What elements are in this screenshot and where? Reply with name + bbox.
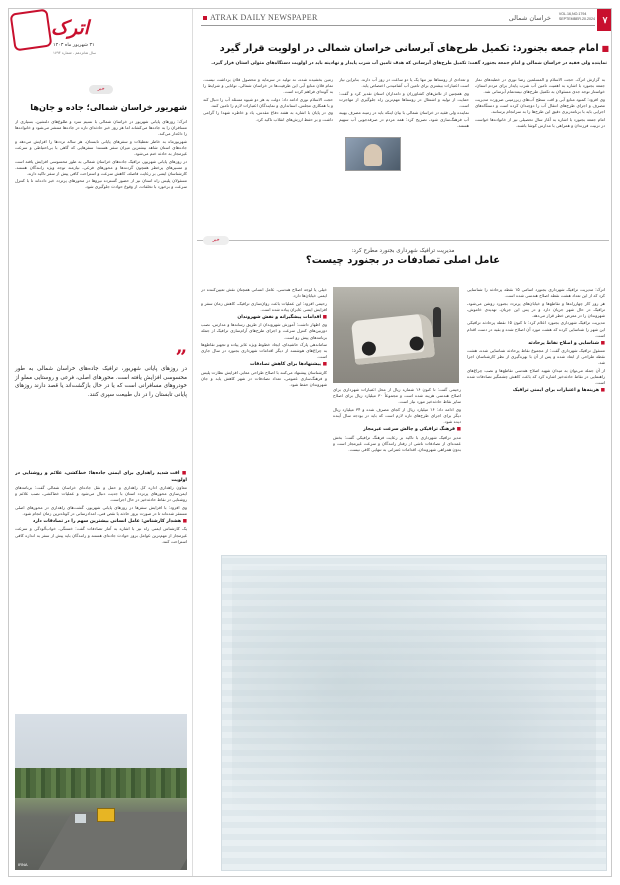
main-column-left: زمین بخشیده شده، نه تولید در سرمایه و محصول فلان برداشت نیست. تمام فلان منابع آبی این ظرفیت‌ها در خراسان شمالی، توانایی و شرایط را به گونه‌ای فراهم کرده است. حجت الاسلام نوری ادامه داد: دولت به هر دو شیوه مسئله آب را دنبال کند و با همکاری مجلس، استانداری و نمایندگان اعتبارات لازم را تامین کنند. وی در پایان با اشاره به هفته دفاع مقدس، یاد و خاطره شهدا را گرامی داشت و بر حفظ ارزش‌های انقلاب تاکید کرد. — [203, 77, 333, 122]
page-number: ۷ — [597, 9, 612, 31]
main-column-right: به گزارش اترک، حجت الاسلام و المسلمین رضا نوری در خطبه‌های نماز جمعه بجنورد با اشاره به اهمیت تامین آب شرب پایدار برای مردم استان، خواستار توجه جدی مسئولان به تکمیل طرح‌های نیمه‌تمام آبرسانی شد. وی افزود: کمبود منابع آبی و افت سطح آب‌های زیرزمینی ضرورت مدیریت مصرف و اجرای طرح‌های انتقال آب را دوچندان کرده است و دستگاه‌های اجرایی باید با برنامه‌ریزی دقیق این طرح‌ها را به سرانجام برسانند. امام جمعه بجنورد با اشاره به آغاز سال تحصیلی نیز از خانواده‌ها خواست در تربیت فرزندان و همراهی با مدارس کوشا باشند. — [475, 77, 605, 128]
road-traffic-photo — [15, 714, 187, 870]
pull-quote — [15, 345, 187, 461]
subheading: ■ فرهنگ ترافیکی و چالش سرعت غیرمجاز — [363, 427, 461, 433]
paragraph: یک کارشناس ایمنی راه نیز با اشاره به آمار تصادفات گفت: خستگی، خواب‌آلودگی و سرعت غیرمجاز از مهم‌ترین عوامل بروز حوادث جاده‌ای هستند و رانندگان باید پیش از سفر به اندازه کافی استراحت کنند. — [15, 526, 187, 544]
left-headline: شهریور خراسان شمالی؛ جاده و جان‌ها — [30, 102, 187, 112]
paragraph: در روزهای پایانی شهریور، ترافیک جاده‌های خراسان شمالی به طور محسوسی افزایش یافته است و مسیرهای پرخطر همچون گردنه‌ها و محورهای فرعی، نیازمند توجه ویژه رانندگان هستند. کارشناسان ایمنی بر رعایت فاصله، کاهش سرعت و استراحت کافی پیش از سفر تاکید دارند. — [15, 158, 187, 176]
person-shape — [433, 307, 441, 337]
traffic-subtitle: مدیریت ترافیک شهرداری بجنورد مطرح کرد: — [351, 248, 455, 254]
square-bullet-icon: ■ — [181, 518, 187, 524]
issue-date: ۳۱ شهریور ماه ۱۴۰۳ — [53, 43, 95, 48]
issue-subline: سال شانزدهم - شماره ۱۷۹۴ — [53, 51, 97, 55]
traffic-headline — [197, 248, 609, 266]
square-bullet-icon: ■ — [321, 362, 327, 368]
paragraph: اترک: روزهای پایانی شهریور در خراسان شمالی با نسیم سرد و طلوع‌های دلنشین، بسیاری از مسافران را به جاده‌ها می‌کشاند اما هر روز خبر حادثه‌ای تازه در جاده‌ها منتشر می‌شود و خانواده‌ها را داغدار می‌کند. — [15, 119, 187, 137]
section-rule — [197, 240, 609, 241]
news-tag: خبر — [89, 85, 113, 94]
square-bullet-icon: ■ — [455, 427, 461, 433]
square-bullet-icon: ■ — [179, 471, 187, 476]
traffic-column-left: خیلی یا لوجه اصلاح هندسی، عامل انسانی همچنان نقش تعیین‌کننده در ایمنی خیابان‌ها دارد. رحیمی افزود: این عملیات باعث روان‌سازی ترافیک، کاهش زمان سفر و افزایش ایمنی عابران پیاده شده است. ■ اقدامات پیشگیرانه و نقش شهروندان وی اظهار داشت: آموزش شهروندان از طریق رسانه‌ها و مدارس، نصب دوربین‌های کنترل سرعت و اجرای طرح‌های آرام‌سازی ترافیک از جمله برنامه‌های پیش رو است. ساماندهی پارک حاشیه‌ای، ایجاد خطوط ویژه عابر پیاده و تجهیز تقاطع‌ها به چراغ‌های هوشمند از دیگر اقدامات شهرداری بجنورد در سال جاری است. ■ پیشنهادها برای کاهش تصادفات کارشناسان پیشنهاد می‌کنند با اصلاح طراحی معابر، افزایش نظارت پلیس و فرهنگ‌سازی عمومی، تعداد تصادفات در شهر کاهش یابد و جان شهروندان حفظ شود. — [201, 287, 327, 388]
imam-photo — [345, 137, 401, 171]
square-bullet-icon: ■ — [599, 340, 605, 346]
paragraph: شهریورماه به خاطر تعطیلات و سفرهای پایانی تابستان، هر ساله ترددها را افزایش می‌دهد و جاده‌های استان شاهد بیشترین میزان سفر هستند؛ سفرهایی که گاهی با بی‌احتیاطی و سرعت غیرمجاز به حادثه ختم می‌شود. — [15, 138, 187, 156]
car-shape — [75, 814, 86, 823]
daily-name: ATRAK DAILY NEWSPAPER — [203, 13, 318, 22]
newspaper-page — [8, 8, 612, 877]
paragraph: مسئولان پلیس راه استان نیز از حضور گسترده نیروها در محورهای پرتردد خبر داده‌اند تا با کنترل سرعت و برخورد با تخلفات، از وقوع حوادث جلوگیری شود. — [15, 178, 187, 190]
truck-shape — [97, 808, 115, 822]
volume-info: VOL.16,NO.1794 SEPTEMBER.20.2024 — [558, 12, 595, 21]
main-column-middle: و تعدادی از روستاها نیز تنها یک یا دو ساعت در روز آب دارند. بنابراین نیاز است اعتبارات بیشتری برای تامین آب آشامیدنی اختصاص یابد. وی همچنین از تلاش‌های کشاورزان و دامداران استان تقدیر کرد و گفت: حمایت از تولید و اشتغال در روستاها مهم‌ترین راه جلوگیری از مهاجرت است. نماینده ولی فقیه در خراسان شمالی با بیان اینکه باید در زمینه مصرف بهینه آب فرهنگ‌سازی شود، تصریح کرد: همه مردم در صرفه‌جویی آب سهیم هستند. — [339, 77, 469, 128]
main-lead: نماینده ولی فقیه در خراسان شمالی و امام جمعه بجنورد گفت: تکمیل طرح‌های آبرسانی که هدف تامین آب شرب پایدار و نهادینه باید در اولویت دستگاه‌های متولی استان قرار گیرد. — [211, 61, 607, 66]
logo: اترک — [51, 17, 90, 39]
square-bullet-icon: ■ — [598, 44, 609, 53]
news-tag: خبر — [203, 236, 229, 245]
pull-quote-text: در روزهای پایانی شهریور، ترافیک جاده‌های خراسان شمالی به طور محسوسی افزایش یافته است. محورهای اصلی، فرعی و روستایی مملو از خودروهای مسافرانی است که یا در حال بازگشت‌اند یا قصد دارند روزهای پایانی تابستان را در دل طبیعت سپری کنند. — [15, 366, 187, 398]
logo-seal — [10, 9, 53, 52]
left-column — [9, 9, 193, 877]
paragraph: معاون راهداری اداره کل راهداری و حمل و نقل جاده‌ای خراسان شمالی گفت: برنامه‌های ایمن‌سازی محورهای پرتردد استان با جدیت دنبال می‌شود و عملیات خط‌کشی، نصب علائم و روشنایی در نقاط حادثه‌خیز در حال اجراست. — [15, 485, 187, 503]
square-bullet-icon: ■ — [599, 388, 605, 394]
subheading: ■ هزینه‌ها و اعتبارات برای ایمنی ترافیک — [512, 388, 605, 394]
traffic-column-middle: رحیمی گفت: تا کنون ۱۶ شماره ریال از محل اعتبارات شهرداری برای اصلاح هندسی هزینه شده است و مجموعاً ۳۰ میلیارد ریال برای اصلاح سایر نقاط حادثه‌خیز مورد نیاز است. وی ادامه داد: ۱۶ میلیارد ریال از کجای مصرف شده و ۳۴ میلیارد ریال دیگر برای اجرای طرح‌های تازه لازم است که باید در بودجه سال آینده دیده شود. ■ فرهنگ ترافیکی و چالش سرعت غیرمجاز مدیر ترافیک شهرداری با تاکید بر رعایت فرهنگ ترافیکی گفت: بخش عمده‌ای از تصادفات ناشی از رفتار رانندگان و سرعت غیرمجاز است و بدون همراهی شهروندان، اقدامات عمرانی به تنهایی کافی نیست. — [333, 387, 461, 452]
left-body-continued — [15, 469, 187, 709]
section-name: خراسان شمالی — [508, 14, 551, 22]
car-crash-photo — [333, 287, 459, 383]
subheading: ■ هشدار کارشناس: عامل انسانی بیشترین سهم را در تصادفات دارد — [32, 518, 187, 524]
subheading: ■ افت شدید راهداری برای ایمنی جاده‌ها؛ خط‌کشی، علائم و روشنایی در اولویت — [15, 471, 187, 483]
paragraph: وی افزود: با افزایش سفرها در روزهای پایانی شهریور، گشت‌های راهداری در محورهای اصلی مستقر شده‌اند تا در صورت بروز حادثه یا نقص فنی، امدادرسانی در کوتاه‌ترین زمان انجام شود. — [15, 504, 187, 516]
left-body — [15, 119, 187, 344]
traffic-title: عامل اصلی تصادفات در بجنورد چیست؟ — [305, 255, 501, 266]
blurred-advertisement — [221, 555, 607, 871]
subheading: ■ پیشنهادها برای کاهش تصادفات — [249, 362, 327, 368]
page-header — [197, 9, 612, 41]
subheading: ■ اقدامات پیشگیرانه و نقش شهروندان — [237, 314, 327, 320]
header-rule — [201, 25, 595, 26]
main-headline: ■ امام جمعه بجنورد: تکمیل طرح‌های آبرسانی خراسان شمالی در اولویت قرار گیرد — [219, 43, 609, 54]
subheading: ■ شناسایی و اصلاح نقاط پرحادثه — [528, 340, 605, 346]
masthead — [9, 9, 193, 69]
square-bullet-icon: ■ — [321, 314, 327, 320]
traffic-column-right: اترک: مدیریت ترافیک شهرداری بجنورد اسامی ۱۵ نقطه پرحادثه را شناسایی کرد که از این تعداد هشت نقطه اصلاح هندسی شده است. هر روز کار چهارراه‌ها و تقاطع‌ها و خیابان‌های پرتردد بجنورد روشن می‌شود، ترافیک در حال شهر جریان دارد و در پس این جریان، تهدیدی خاموش، شهروندان را در معرض خطر قرار می‌دهد. مدیریت ترافیک شهرداری بجنورد اعلام کرد: تا کنون ۱۵ نقطه پرحادثه ترافیکی این شهر را شناسایی کرده که هشت مورد آن اصلاح شده و بقیه در دست اقدام است. ■ شناسایی و اصلاح نقاط پرحادثه مسئول ترافیک شهرداری گفت: از مجموع نقاط پرحادثه شناسایی شده، هشت نقطه طراحی از ابعاد شده و پس از آن با بهره‌گیری از نظر کارشناسان اجرا شد. از آن جمله می‌توان به میدان شهید اصلاح هندسی تقاطع‌ها و نصب چراغ‌های راهنمایی در نقاط حادثه‌خیز اشاره کرد که باعث کاهش چشمگیر تصادفات شده است. ■ هزینه‌ها و اعتبارات برای ایمنی ترافیک — [467, 287, 605, 394]
photo-credit: IRNA — [18, 862, 28, 867]
damaged-car — [351, 313, 435, 365]
quote-icon: ” — [175, 345, 187, 369]
